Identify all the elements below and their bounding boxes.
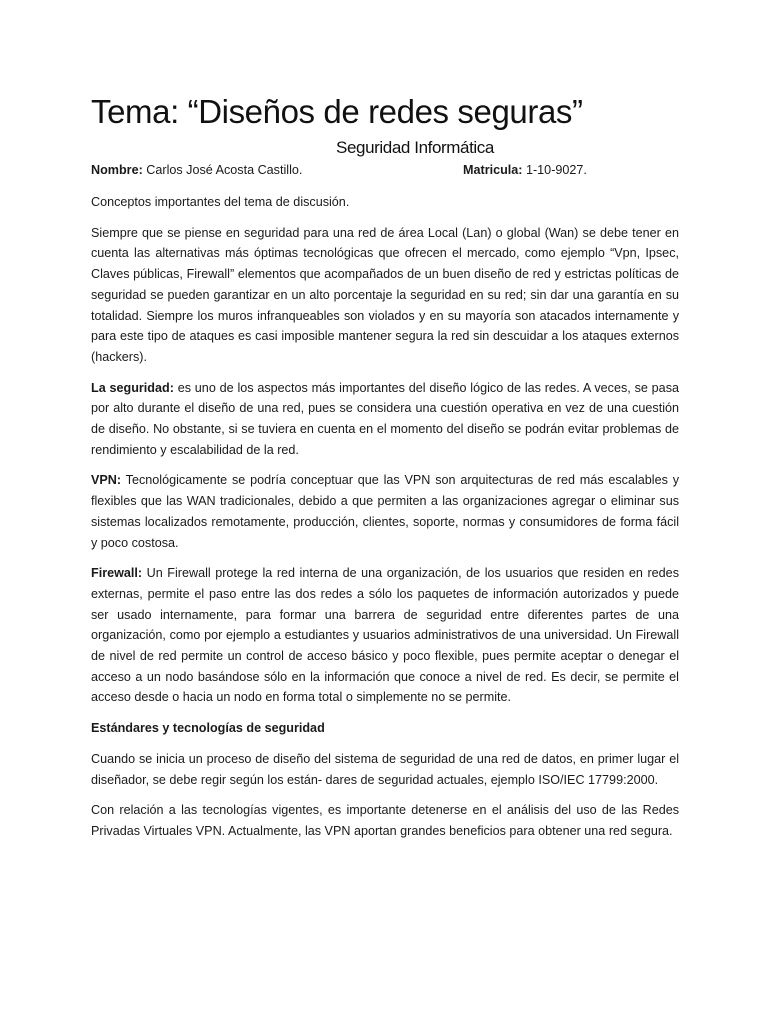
paragraph-standards: Cuando se inicia un proceso de diseño del sistema de seguridad de una red de datos, en primer lugar el diseñador, se debe regir según los están- dares de seguridad actuales, ejemplo ISO/IEC 17799:2000. bbox=[91, 751, 679, 787]
document-title: Tema: “Diseños de redes seguras” bbox=[91, 93, 583, 130]
firewall-text: Un Firewall protege la red interna de una organización, de los usuarios que residen en redes externas, permite el paso entre las dos redes a sólo los paquetes de información autorizados y puede ser usado internamente, para formar una barrera de seguridad entre diferentes partes de una organización, como por ejemplo a estudiantes y usuarios administrativos de una universidad. Un Firewall de nivel de red permite un control de acceso básico y poco flexible, pues permite aceptar o denegar el acceso a un nodo basándose sólo en la información que conoce a nivel de red. Es decir, se permite el acceso desde o hacia un nodo en forma total o simplemente no se permite. bbox=[91, 566, 679, 705]
paragraph-general: Siempre que se piense en seguridad para una red de área Local (Lan) o global (Wan) se debe tener en cuenta las alternativas más óptimas tecnológicas que ofrecen el mercado, como ejemplo “Vpn, Ipsec, Claves públicas, Firewall” elementos que acompañados de un buen diseño de red y estrictas políticas de seguridad se pueden garantizar en un alto porcentaje la seguridad en su red; sin dar una garantía en su totalidad. Siempre los muros infranqueables son violados y en su mayoría son atacados internamente y para este tipo de ataques es casi imposible mantener segura la red sin descuidar a los ataques externos (hackers). bbox=[91, 225, 679, 364]
vpn-text: Tecnológicamente se podría conceptuar que las VPN son arquitecturas de red más escalables y flexibles que las WAN tradicionales, debido a que permiten a las organizaciones agregar o eliminar sus sistemas localizados remotamente, producción, clientes, soporte, normas y consumidores de forma fácil y poco costosa. bbox=[91, 473, 679, 550]
paragraph-technologies: Con relación a las tecnologías vigentes, es importante detenerse en el análisis del uso de las Redes Privadas Virtuales VPN. Actualmente, las VPN aportan grandes beneficios para obtener una red segura. bbox=[91, 803, 679, 838]
seguridad-text: es uno de los aspectos más importantes del diseño lógico de las redes. A veces, se pasa por alto durante el diseño de una red, pues se considera una cuestión operativa en vez de una cuestión de diseño. No obstante, si se tuviera en cuenta en el momento del diseño se podrán evitar problemas de rendimiento y escalabilidad de la red. bbox=[91, 380, 679, 457]
seguridad-label: La seguridad: bbox=[91, 380, 174, 395]
vpn-label: VPN: bbox=[91, 473, 122, 488]
student-info bbox=[91, 160, 679, 180]
matricula-value: 1-10-9027. bbox=[522, 163, 587, 177]
student-name bbox=[91, 160, 302, 180]
paragraph-firewall bbox=[91, 563, 679, 708]
student-matricula bbox=[463, 160, 587, 180]
paragraph-seguridad bbox=[91, 378, 679, 461]
document-subtitle: Seguridad Informática bbox=[336, 138, 494, 157]
firewall-label: Firewall: bbox=[91, 566, 143, 581]
document-page bbox=[91, 92, 679, 842]
standards-heading: Estándares y tecnologías de seguridad bbox=[91, 721, 325, 736]
matricula-label: Matricula: bbox=[463, 163, 523, 177]
intro-text: Conceptos importantes del tema de discusión. bbox=[91, 195, 350, 209]
name-label: Nombre: bbox=[91, 163, 143, 177]
paragraph-vpn bbox=[91, 470, 679, 553]
name-value: Carlos José Acosta Castillo. bbox=[142, 163, 303, 177]
